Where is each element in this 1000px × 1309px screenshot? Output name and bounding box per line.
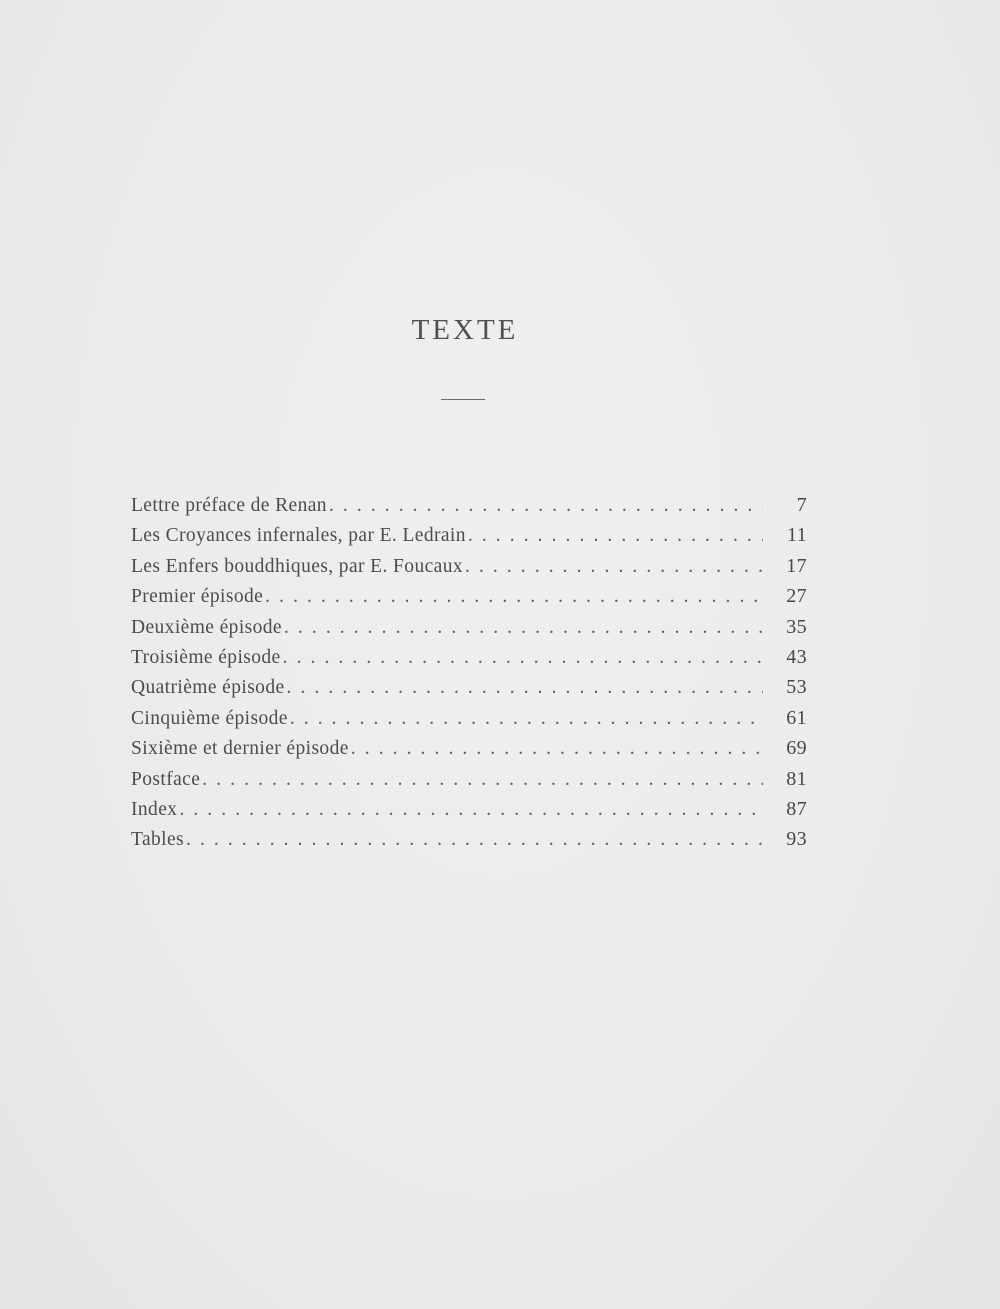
toc-entry — [131, 676, 807, 706]
toc-entry — [131, 555, 807, 585]
dot-leader — [290, 708, 763, 730]
toc-entry-page: 61 — [786, 706, 807, 729]
toc-entry-label: Index — [131, 798, 178, 820]
dot-leader — [186, 829, 763, 851]
toc-entry-label: Cinquième épisode — [131, 707, 288, 729]
toc-entry — [131, 798, 807, 828]
dot-leader — [284, 617, 763, 639]
table-of-contents — [131, 494, 807, 859]
toc-entry — [131, 585, 807, 615]
toc-entry-page: 69 — [786, 737, 807, 760]
toc-entry-label: Les Enfers bouddhiques, par E. Foucaux — [131, 555, 463, 577]
toc-entry-label: Premier épisode — [131, 586, 264, 608]
section-title: TEXTE — [411, 314, 519, 346]
dot-leader — [468, 525, 763, 547]
toc-entry-page: 11 — [786, 524, 807, 547]
toc-entry-page: 17 — [786, 554, 807, 577]
toc-entry-page: 87 — [786, 797, 807, 820]
toc-entry-label: Deuxième épisode — [131, 616, 282, 638]
toc-entry — [131, 737, 807, 767]
dot-leader — [202, 769, 763, 791]
dot-leader — [465, 556, 763, 578]
dot-leader — [351, 738, 763, 760]
toc-entry-page: 35 — [786, 615, 807, 638]
toc-entry — [131, 524, 807, 554]
dot-leader — [283, 647, 763, 669]
toc-entry — [131, 828, 807, 858]
title-rule — [441, 399, 485, 400]
toc-entry-page: 93 — [786, 828, 807, 851]
toc-entry — [131, 707, 807, 737]
toc-entry-label: Les Croyances infernales, par E. Ledrain — [131, 525, 466, 547]
toc-entry-page: 53 — [786, 676, 807, 699]
toc-entry-label: Sixième et dernier épisode — [131, 738, 349, 760]
toc-entry — [131, 616, 807, 646]
toc-entry — [131, 646, 807, 676]
toc-entry — [131, 494, 807, 524]
toc-entry-page: 27 — [786, 585, 807, 608]
toc-entry-label: Quatrième épisode — [131, 677, 285, 699]
toc-entry-label: Troisième épisode — [131, 646, 281, 668]
dot-leader — [287, 677, 763, 699]
toc-entry-page: 81 — [786, 767, 807, 790]
toc-entry — [131, 768, 807, 798]
toc-entry-label: Tables — [131, 829, 185, 851]
dot-leader — [179, 799, 763, 821]
toc-entry-page: 43 — [786, 645, 807, 668]
toc-entry-label: Postface — [131, 768, 201, 790]
dot-leader — [329, 495, 763, 517]
toc-entry-page: 7 — [796, 494, 807, 516]
toc-entry-label: Lettre préface de Renan — [131, 495, 327, 516]
dot-leader — [265, 586, 763, 608]
